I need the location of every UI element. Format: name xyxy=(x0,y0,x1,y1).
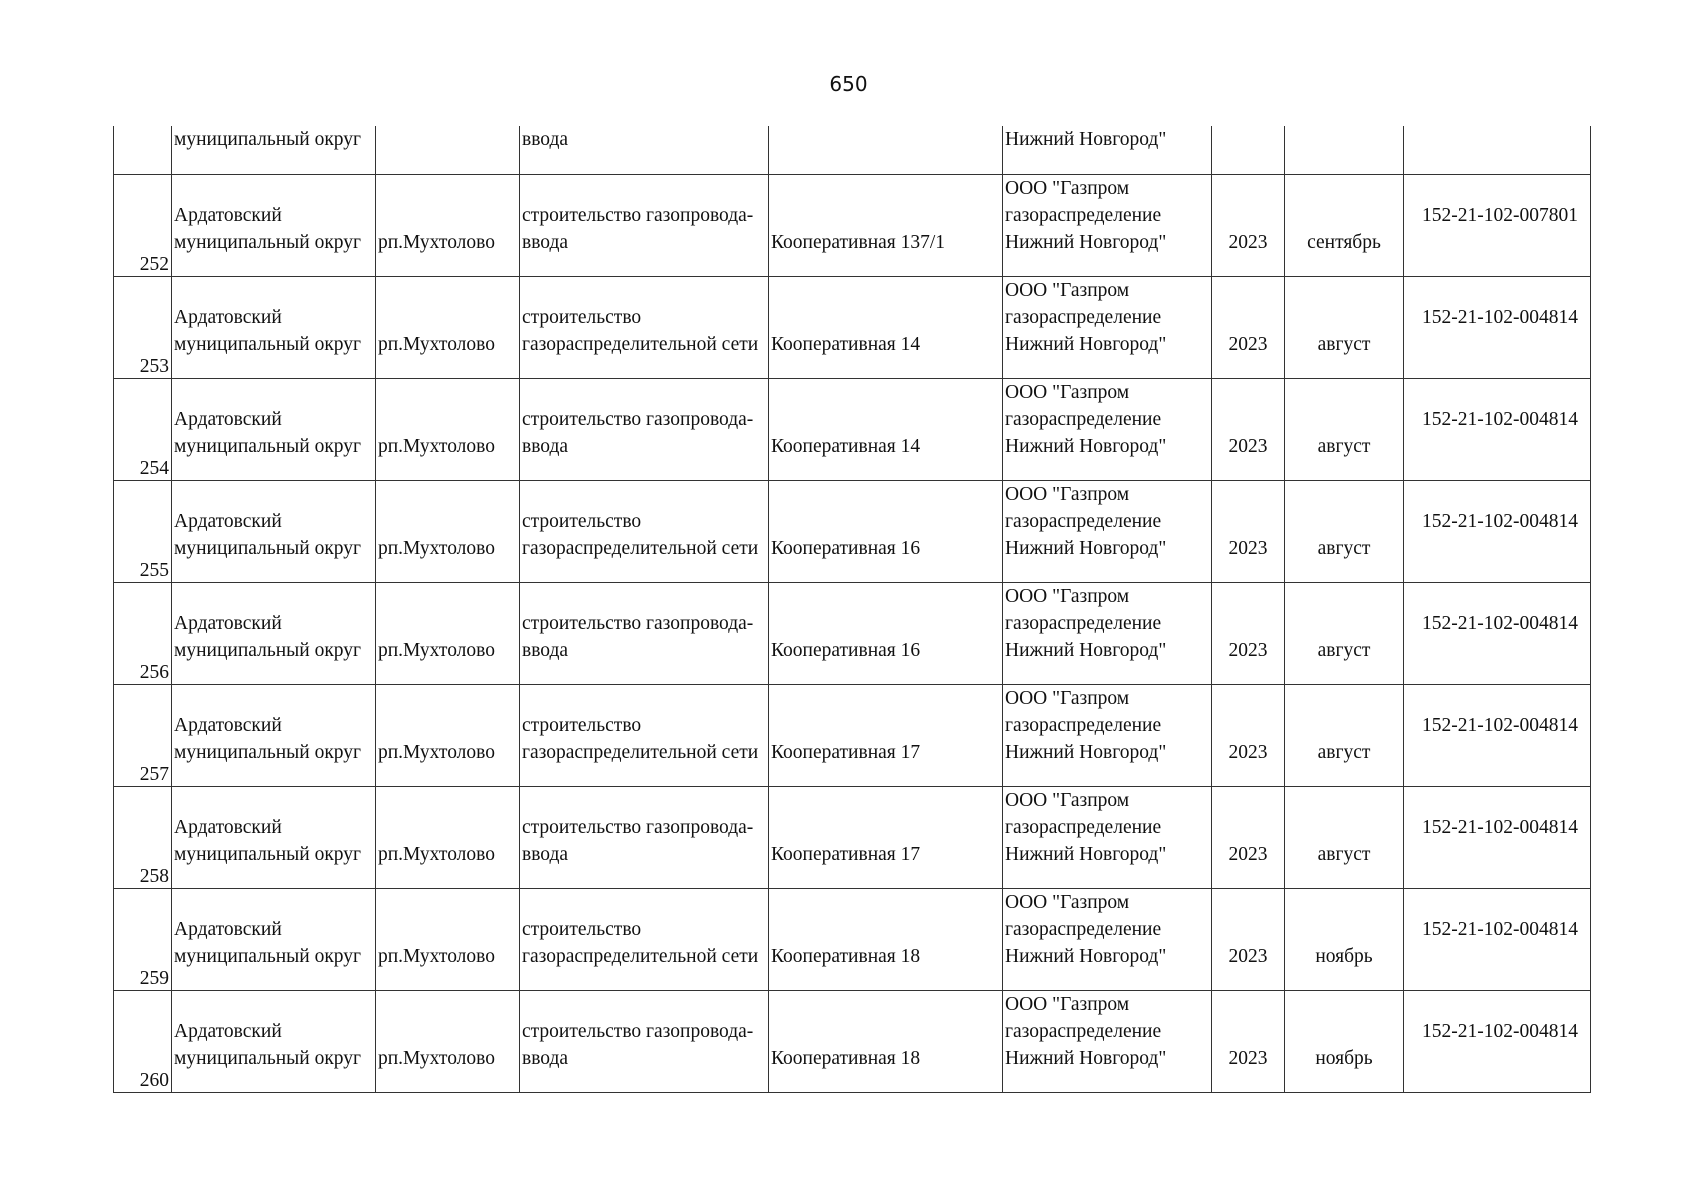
cell-code: 152-21-102-004814 xyxy=(1404,582,1591,684)
table-row xyxy=(114,786,1591,888)
cell-district: Ардатовский муниципальный округ xyxy=(172,480,376,582)
cell-num: 258 xyxy=(114,786,172,888)
cell-num: 259 xyxy=(114,888,172,990)
cell-year xyxy=(1212,126,1285,174)
cell-num: 253 xyxy=(114,276,172,378)
cell-code: 152-21-102-004814 xyxy=(1404,684,1591,786)
cell-month: август xyxy=(1285,786,1404,888)
cell-year: 2023 xyxy=(1212,582,1285,684)
cell-district: Ардатовский муниципальный округ xyxy=(172,378,376,480)
cell-month: ноябрь xyxy=(1285,888,1404,990)
cell-company: ООО "Газпром газораспределение Нижний Новгород" xyxy=(1003,786,1212,888)
cell-month xyxy=(1285,126,1404,174)
cell-district: Ардатовский муниципальный округ xyxy=(172,174,376,276)
cell-month: август xyxy=(1285,276,1404,378)
cell-code: 152-21-102-004814 xyxy=(1404,888,1591,990)
cell-address: Кооперативная 17 xyxy=(769,786,1003,888)
cell-code: 152-21-102-007801 xyxy=(1404,174,1591,276)
cell-work: ввода xyxy=(520,126,769,174)
cell-company: ООО "Газпром газораспределение Нижний Новгород" xyxy=(1003,276,1212,378)
cell-year: 2023 xyxy=(1212,786,1285,888)
cell-company: ООО "Газпром газораспределение Нижний Новгород" xyxy=(1003,990,1212,1092)
cell-work: строительство газораспределительной сети xyxy=(520,480,769,582)
cell-district: Ардатовский муниципальный округ xyxy=(172,990,376,1092)
cell-work: строительство газопровода- ввода xyxy=(520,582,769,684)
cell-address: Кооперативная 18 xyxy=(769,990,1003,1092)
cell-company: ООО "Газпром газораспределение Нижний Новгород" xyxy=(1003,888,1212,990)
table-row xyxy=(114,888,1591,990)
cell-company: ООО "Газпром газораспределение Нижний Новгород" xyxy=(1003,582,1212,684)
cell-year: 2023 xyxy=(1212,990,1285,1092)
cell-district: Ардатовский муниципальный округ xyxy=(172,582,376,684)
cell-year: 2023 xyxy=(1212,174,1285,276)
table-row xyxy=(114,582,1591,684)
cell-district: Ардатовский муниципальный округ xyxy=(172,276,376,378)
cell-address: Кооперативная 137/1 xyxy=(769,174,1003,276)
continuation-row xyxy=(114,126,1591,174)
cell-address: Кооперативная 14 xyxy=(769,378,1003,480)
cell-year: 2023 xyxy=(1212,276,1285,378)
cell-company: Нижний Новгород" xyxy=(1003,126,1212,174)
table-body xyxy=(114,126,1591,1092)
cell-district: муниципальный округ xyxy=(172,126,376,174)
cell-settlement: рп.Мухтолово xyxy=(376,684,520,786)
cell-district: Ардатовский муниципальный округ xyxy=(172,888,376,990)
cell-num xyxy=(114,126,172,174)
cell-company: ООО "Газпром газораспределение Нижний Новгород" xyxy=(1003,378,1212,480)
cell-month: август xyxy=(1285,480,1404,582)
cell-settlement: рп.Мухтолово xyxy=(376,786,520,888)
cell-work: строительство газопровода- ввода xyxy=(520,378,769,480)
cell-company: ООО "Газпром газораспределение Нижний Новгород" xyxy=(1003,174,1212,276)
cell-company: ООО "Газпром газораспределение Нижний Новгород" xyxy=(1003,684,1212,786)
cell-address: Кооперативная 17 xyxy=(769,684,1003,786)
cell-settlement: рп.Мухтолово xyxy=(376,378,520,480)
cell-settlement: рп.Мухтолово xyxy=(376,276,520,378)
cell-code: 152-21-102-004814 xyxy=(1404,276,1591,378)
cell-num: 256 xyxy=(114,582,172,684)
cell-year: 2023 xyxy=(1212,378,1285,480)
table-row xyxy=(114,480,1591,582)
cell-num: 257 xyxy=(114,684,172,786)
cell-work: строительство газопровода- ввода xyxy=(520,786,769,888)
cell-address xyxy=(769,126,1003,174)
cell-address: Кооперативная 14 xyxy=(769,276,1003,378)
table-row xyxy=(114,378,1591,480)
cell-num: 252 xyxy=(114,174,172,276)
cell-code: 152-21-102-004814 xyxy=(1404,990,1591,1092)
cell-settlement: рп.Мухтолово xyxy=(376,888,520,990)
cell-district: Ардатовский муниципальный округ xyxy=(172,786,376,888)
cell-settlement: рп.Мухтолово xyxy=(376,582,520,684)
cell-district: Ардатовский муниципальный округ xyxy=(172,684,376,786)
cell-num: 260 xyxy=(114,990,172,1092)
cell-work: строительство газопровода- ввода xyxy=(520,174,769,276)
cell-settlement: рп.Мухтолово xyxy=(376,480,520,582)
cell-num: 255 xyxy=(114,480,172,582)
table-row xyxy=(114,276,1591,378)
cell-year: 2023 xyxy=(1212,888,1285,990)
document-table xyxy=(113,126,1591,1093)
cell-year: 2023 xyxy=(1212,480,1285,582)
cell-month: август xyxy=(1285,582,1404,684)
cell-company: ООО "Газпром газораспределение Нижний Новгород" xyxy=(1003,480,1212,582)
cell-work: строительство газораспределительной сети xyxy=(520,684,769,786)
cell-settlement: рп.Мухтолово xyxy=(376,174,520,276)
cell-work: строительство газораспределительной сети xyxy=(520,276,769,378)
cell-address: Кооперативная 18 xyxy=(769,888,1003,990)
cell-work: строительство газораспределительной сети xyxy=(520,888,769,990)
cell-work: строительство газопровода- ввода xyxy=(520,990,769,1092)
cell-code: 152-21-102-004814 xyxy=(1404,378,1591,480)
cell-month: сентябрь xyxy=(1285,174,1404,276)
cell-month: август xyxy=(1285,378,1404,480)
cell-settlement: рп.Мухтолово xyxy=(376,990,520,1092)
cell-code: 152-21-102-004814 xyxy=(1404,786,1591,888)
cell-month: ноябрь xyxy=(1285,990,1404,1092)
table-row xyxy=(114,990,1591,1092)
cell-address: Кооперативная 16 xyxy=(769,480,1003,582)
table-row xyxy=(114,684,1591,786)
cell-address: Кооперативная 16 xyxy=(769,582,1003,684)
cell-year: 2023 xyxy=(1212,684,1285,786)
cell-num: 254 xyxy=(114,378,172,480)
cell-code xyxy=(1404,126,1591,174)
cell-code: 152-21-102-004814 xyxy=(1404,480,1591,582)
page-number: 650 xyxy=(829,72,868,96)
table-row xyxy=(114,174,1591,276)
cell-month: август xyxy=(1285,684,1404,786)
cell-settlement xyxy=(376,126,520,174)
